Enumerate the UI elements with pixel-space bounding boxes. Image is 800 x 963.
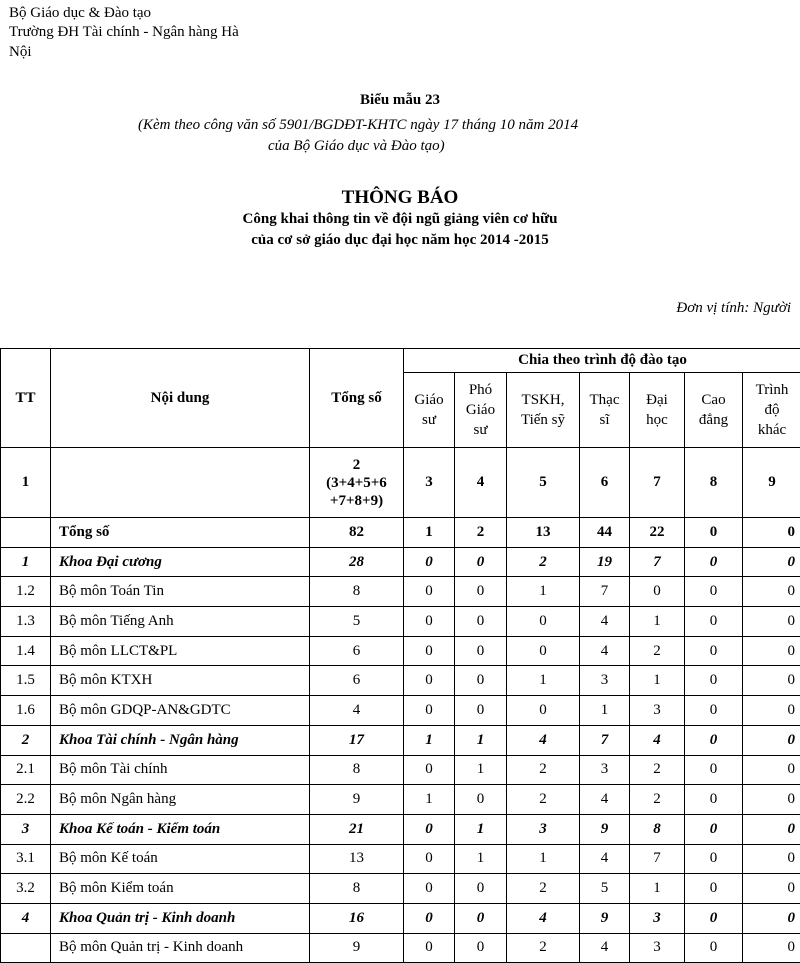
- row-value-col-3: 0: [404, 577, 455, 607]
- col-number-2: 2 (3+4+5+6 +7+8+9): [310, 448, 404, 518]
- row-value-col-7: 3: [630, 903, 685, 933]
- row-value-col-5: 2: [507, 785, 580, 815]
- row-value-col-5: 3: [507, 814, 580, 844]
- row-value-col-6: 1: [580, 696, 630, 726]
- row-name: Bộ môn KTXH: [51, 666, 310, 696]
- column-number-row: [1, 448, 800, 518]
- row-value-col-8: 0: [685, 636, 743, 666]
- row-value-col-6: 9: [580, 903, 630, 933]
- row-value-col-7: 2: [630, 636, 685, 666]
- row-value-col-7: 0: [630, 577, 685, 607]
- row-value-col-2: 6: [310, 666, 404, 696]
- row-value-col-4: 0: [455, 547, 507, 577]
- ministry-name: Bộ Giáo dục & Đào tạo: [9, 5, 151, 22]
- row-value-col-3: 1: [404, 725, 455, 755]
- row-tt: 1: [1, 547, 51, 577]
- notice-subtitle-2: của cơ sở giáo dục đại học năm học 2014 -2015: [0, 232, 800, 249]
- table-row: [1, 933, 800, 963]
- row-name: Bộ môn LLCT&PL: [51, 636, 310, 666]
- row-value-col-9: 0: [743, 518, 800, 548]
- row-tt: [1, 518, 51, 548]
- row-value-col-3: 1: [404, 518, 455, 548]
- row-value-col-7: 7: [630, 844, 685, 874]
- row-name: Bộ môn Quản trị - Kinh doanh: [51, 933, 310, 963]
- row-value-col-2: 9: [310, 933, 404, 963]
- row-name: Bộ môn Toán Tin: [51, 577, 310, 607]
- row-tt: 1.3: [1, 607, 51, 637]
- row-tt: 1.5: [1, 666, 51, 696]
- row-value-col-8: 0: [685, 666, 743, 696]
- row-value-col-3: 0: [404, 903, 455, 933]
- row-value-col-7: 4: [630, 725, 685, 755]
- row-value-col-8: 0: [685, 607, 743, 637]
- header-professor: Giáo sư: [404, 373, 455, 448]
- row-value-col-8: 0: [685, 814, 743, 844]
- row-value-col-2: 8: [310, 874, 404, 904]
- row-value-col-8: 0: [685, 725, 743, 755]
- row-value-col-9: 0: [743, 666, 800, 696]
- row-value-col-7: 3: [630, 696, 685, 726]
- row-value-col-8: 0: [685, 785, 743, 815]
- row-name: Bộ môn Kế toán: [51, 844, 310, 874]
- col-number-4: 4: [455, 448, 507, 518]
- row-value-col-5: 2: [507, 755, 580, 785]
- row-value-col-4: 0: [455, 874, 507, 904]
- row-value-col-7: 2: [630, 785, 685, 815]
- table-row: [1, 636, 800, 666]
- row-tt: [1, 933, 51, 963]
- row-value-col-2: 82: [310, 518, 404, 548]
- row-value-col-6: 4: [580, 844, 630, 874]
- table-row: [1, 844, 800, 874]
- row-value-col-6: 3: [580, 755, 630, 785]
- row-value-col-3: 0: [404, 755, 455, 785]
- header-doctor: TSKH, Tiến sỹ: [507, 373, 580, 448]
- row-value-col-6: 19: [580, 547, 630, 577]
- table-row: [1, 666, 800, 696]
- row-value-col-3: 1: [404, 785, 455, 815]
- row-value-col-2: 16: [310, 903, 404, 933]
- row-value-col-4: 1: [455, 814, 507, 844]
- faculty-row: [1, 903, 800, 933]
- row-value-col-3: 0: [404, 933, 455, 963]
- row-value-col-6: 7: [580, 577, 630, 607]
- row-value-col-5: 13: [507, 518, 580, 548]
- row-value-col-6: 4: [580, 785, 630, 815]
- col-number-3: 3: [404, 448, 455, 518]
- row-value-col-9: 0: [743, 903, 800, 933]
- row-name: Bộ môn Kiểm toán: [51, 874, 310, 904]
- row-value-col-4: 0: [455, 607, 507, 637]
- row-value-col-7: 22: [630, 518, 685, 548]
- header-bachelor: Đại học: [630, 373, 685, 448]
- row-value-col-7: 8: [630, 814, 685, 844]
- row-value-col-3: 0: [404, 636, 455, 666]
- school-name-line2: Nội: [9, 44, 32, 61]
- row-value-col-2: 13: [310, 844, 404, 874]
- row-value-col-9: 0: [743, 696, 800, 726]
- table-row: [1, 755, 800, 785]
- form-reference-line1: (Kèm theo công văn số 5901/BGDĐT-KHTC ngày 17 tháng 10 năm 2014: [138, 117, 578, 134]
- row-name: Bộ môn Tài chính: [51, 755, 310, 785]
- row-value-col-9: 0: [743, 607, 800, 637]
- row-value-col-5: 1: [507, 577, 580, 607]
- row-name: Bộ môn Tiếng Anh: [51, 607, 310, 637]
- header-training-level-group: Chia theo trình độ đào tạo: [404, 349, 800, 373]
- row-value-col-2: 9: [310, 785, 404, 815]
- row-tt: 3.2: [1, 874, 51, 904]
- row-value-col-4: 1: [455, 844, 507, 874]
- row-value-col-5: 1: [507, 666, 580, 696]
- row-name: Khoa Kế toán - Kiểm toán: [51, 814, 310, 844]
- row-value-col-3: 0: [404, 666, 455, 696]
- row-value-col-9: 0: [743, 636, 800, 666]
- row-value-col-8: 0: [685, 844, 743, 874]
- row-value-col-9: 0: [743, 755, 800, 785]
- row-name: Khoa Tài chính - Ngân hàng: [51, 725, 310, 755]
- row-value-col-4: 0: [455, 933, 507, 963]
- header-master: Thạc sĩ: [580, 373, 630, 448]
- school-name-line1: Trường ĐH Tài chính - Ngân hàng Hà: [9, 24, 239, 41]
- col-number-1b: [51, 448, 310, 518]
- row-value-col-8: 0: [685, 755, 743, 785]
- row-value-col-4: 0: [455, 636, 507, 666]
- row-tt: 1.2: [1, 577, 51, 607]
- col-number-7: 7: [630, 448, 685, 518]
- row-tt: 1.6: [1, 696, 51, 726]
- unit-label: Đơn vị tính: Người: [676, 300, 791, 317]
- total-row: [1, 518, 800, 548]
- row-value-col-5: 1: [507, 844, 580, 874]
- table-row: [1, 696, 800, 726]
- row-value-col-8: 0: [685, 874, 743, 904]
- row-value-col-3: 0: [404, 547, 455, 577]
- row-value-col-9: 0: [743, 577, 800, 607]
- row-value-col-4: 0: [455, 577, 507, 607]
- row-value-col-3: 0: [404, 607, 455, 637]
- row-value-col-9: 0: [743, 814, 800, 844]
- row-value-col-7: 3: [630, 933, 685, 963]
- row-value-col-4: 1: [455, 755, 507, 785]
- row-value-col-6: 44: [580, 518, 630, 548]
- row-value-col-4: 0: [455, 903, 507, 933]
- row-value-col-6: 7: [580, 725, 630, 755]
- row-value-col-5: 2: [507, 933, 580, 963]
- header-college: Cao đẳng: [685, 373, 743, 448]
- row-value-col-8: 0: [685, 696, 743, 726]
- row-value-col-2: 6: [310, 636, 404, 666]
- col-number-9: 9: [743, 448, 800, 518]
- header-other-level: Trình độ khác: [743, 373, 800, 448]
- row-value-col-2: 5: [310, 607, 404, 637]
- row-value-col-6: 3: [580, 666, 630, 696]
- row-value-col-2: 4: [310, 696, 404, 726]
- row-value-col-8: 0: [685, 577, 743, 607]
- row-value-col-7: 1: [630, 874, 685, 904]
- row-value-col-4: 1: [455, 725, 507, 755]
- row-name: Bộ môn Ngân hàng: [51, 785, 310, 815]
- row-value-col-4: 0: [455, 696, 507, 726]
- row-value-col-7: 7: [630, 547, 685, 577]
- row-value-col-9: 0: [743, 785, 800, 815]
- row-value-col-8: 0: [685, 903, 743, 933]
- row-value-col-7: 1: [630, 607, 685, 637]
- row-value-col-6: 9: [580, 814, 630, 844]
- row-value-col-6: 4: [580, 607, 630, 637]
- row-value-col-5: 2: [507, 547, 580, 577]
- row-value-col-2: 8: [310, 577, 404, 607]
- row-value-col-2: 17: [310, 725, 404, 755]
- row-value-col-2: 8: [310, 755, 404, 785]
- row-value-col-3: 0: [404, 696, 455, 726]
- notice-title: THÔNG BÁO: [0, 187, 800, 209]
- row-value-col-4: 0: [455, 666, 507, 696]
- row-name: Khoa Quản trị - Kinh doanh: [51, 903, 310, 933]
- row-value-col-5: 4: [507, 903, 580, 933]
- row-value-col-5: 0: [507, 607, 580, 637]
- row-name: Bộ môn GDQP-AN&GDTC: [51, 696, 310, 726]
- col-number-1: 1: [1, 448, 51, 518]
- row-value-col-4: 0: [455, 785, 507, 815]
- faculty-row: [1, 814, 800, 844]
- table-row: [1, 874, 800, 904]
- row-value-col-9: 0: [743, 725, 800, 755]
- table-row: [1, 577, 800, 607]
- row-tt: 2.2: [1, 785, 51, 815]
- row-value-col-5: 4: [507, 725, 580, 755]
- form-reference-line2: của Bộ Giáo dục và Đào tạo): [268, 138, 445, 155]
- row-value-col-3: 0: [404, 844, 455, 874]
- row-value-col-8: 0: [685, 933, 743, 963]
- row-value-col-7: 2: [630, 755, 685, 785]
- row-value-col-7: 1: [630, 666, 685, 696]
- row-tt: 3: [1, 814, 51, 844]
- row-tt: 3.1: [1, 844, 51, 874]
- notice-subtitle-1: Công khai thông tin về đội ngũ giảng viên cơ hữu: [0, 211, 800, 228]
- row-tt: 2.1: [1, 755, 51, 785]
- header-tt: TT: [1, 349, 51, 448]
- row-value-col-5: 0: [507, 636, 580, 666]
- col-number-6: 6: [580, 448, 630, 518]
- row-value-col-9: 0: [743, 844, 800, 874]
- row-value-col-8: 0: [685, 518, 743, 548]
- faculty-row: [1, 725, 800, 755]
- form-title: Biểu mẫu 23: [0, 92, 800, 109]
- row-value-col-9: 0: [743, 874, 800, 904]
- row-value-col-3: 0: [404, 814, 455, 844]
- row-value-col-6: 5: [580, 874, 630, 904]
- row-value-col-2: 21: [310, 814, 404, 844]
- row-value-col-3: 0: [404, 874, 455, 904]
- row-value-col-8: 0: [685, 547, 743, 577]
- row-value-col-5: 0: [507, 696, 580, 726]
- row-tt: 4: [1, 903, 51, 933]
- row-value-col-6: 4: [580, 933, 630, 963]
- col-number-8: 8: [685, 448, 743, 518]
- row-tt: 1.4: [1, 636, 51, 666]
- faculty-row: [1, 547, 800, 577]
- row-value-col-9: 0: [743, 547, 800, 577]
- row-value-col-4: 2: [455, 518, 507, 548]
- row-tt: 2: [1, 725, 51, 755]
- row-name: Tổng số: [51, 518, 310, 548]
- row-name: Khoa Đại cương: [51, 547, 310, 577]
- row-value-col-2: 28: [310, 547, 404, 577]
- table-row: [1, 785, 800, 815]
- row-value-col-9: 0: [743, 933, 800, 963]
- row-value-col-5: 2: [507, 874, 580, 904]
- lecturer-table: [0, 348, 800, 963]
- header-total: Tổng số: [310, 349, 404, 448]
- header-content: Nội dung: [51, 349, 310, 448]
- col-number-5: 5: [507, 448, 580, 518]
- row-value-col-6: 4: [580, 636, 630, 666]
- table-row: [1, 607, 800, 637]
- header-associate-professor: Phó Giáo sư: [455, 373, 507, 448]
